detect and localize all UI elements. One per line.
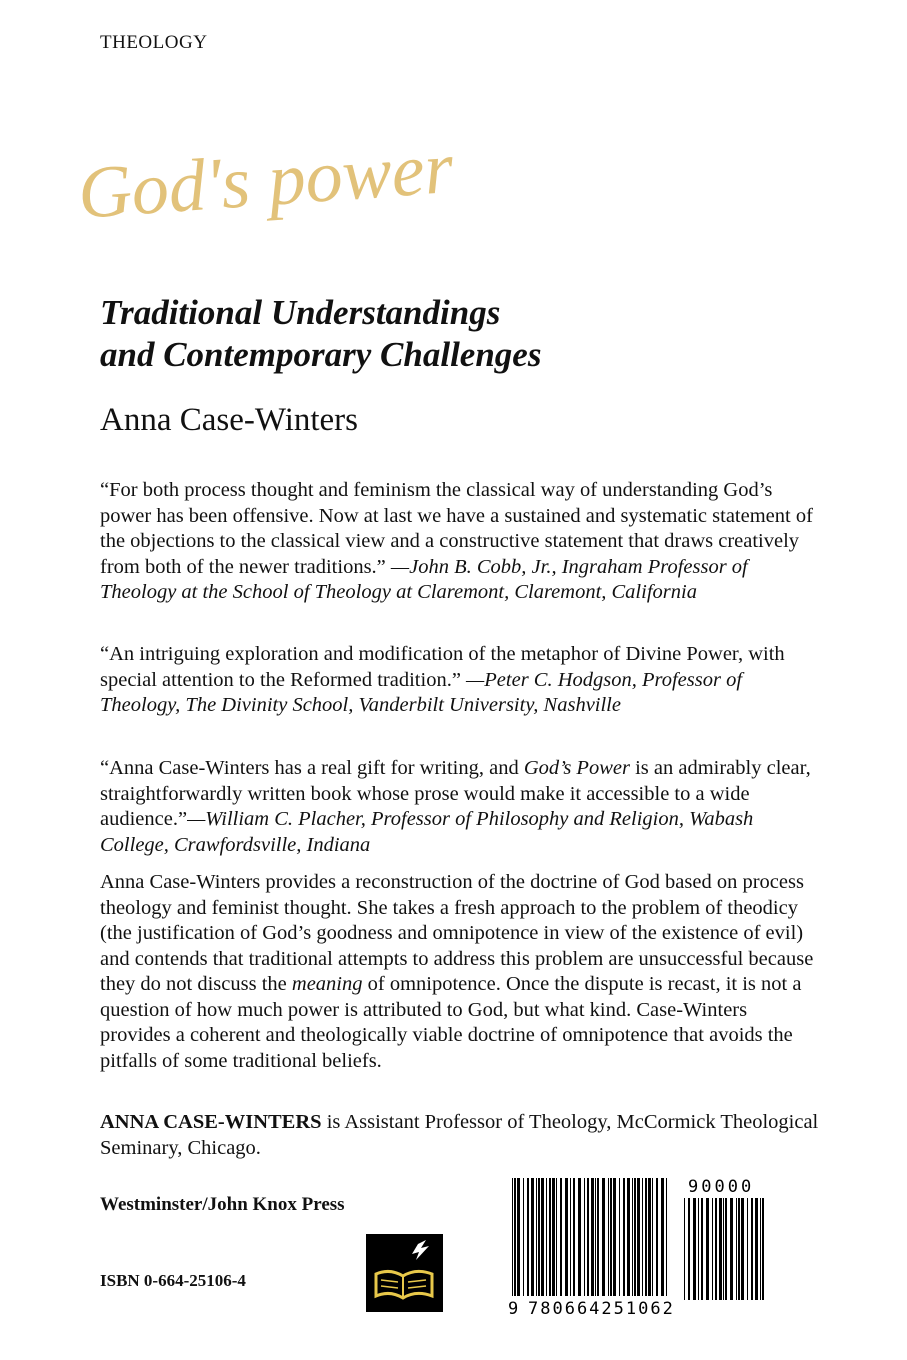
publisher-name: Westminster/John Knox Press (100, 1194, 345, 1215)
barcode-bar (546, 1178, 547, 1296)
barcode-bar (634, 1178, 636, 1296)
barcode-bar (719, 1198, 722, 1300)
barcode-bar (536, 1178, 537, 1296)
quote-text: “For both process thought and feminism the classical way of understanding God’s power has been offensive. Now at last we have a sustained and systematic statement of the objections to the classical view and a constructive statement that draws creatively from both of the newer traditions.” (100, 479, 813, 578)
barcode-addon-bars (684, 1198, 764, 1300)
barcode-bar (762, 1198, 764, 1300)
barcode-bar (642, 1178, 643, 1296)
barcode-bar (595, 1178, 596, 1296)
barcode-bar (578, 1178, 581, 1296)
barcode-bar (517, 1178, 520, 1296)
author-bio-name: ANNA CASE-WINTERS (100, 1111, 322, 1133)
barcode-bar (602, 1178, 605, 1296)
author-bio (100, 1110, 820, 1161)
barcode-bar (560, 1178, 562, 1296)
barcode-bar (730, 1198, 733, 1300)
barcode-bar (523, 1178, 524, 1296)
barcode-bar (666, 1178, 667, 1296)
quote-attribution: —Peter C. Hodgson, Professor of Theology, The Divinity School, Vanderbilt University, Nashville (100, 668, 743, 716)
barcode-bar (656, 1178, 658, 1296)
barcode-bar (549, 1178, 551, 1296)
barcode-bar (623, 1178, 625, 1296)
barcode-bar (645, 1178, 647, 1296)
title-calligraphy (70, 118, 456, 278)
description-italic: meaning (291, 973, 363, 995)
isbn-barcode (508, 1178, 768, 1318)
barcode-bar (693, 1198, 696, 1300)
barcode-bar (760, 1198, 761, 1300)
barcode-bar (527, 1178, 529, 1296)
barcode-bar (648, 1178, 651, 1296)
barcode-bar (613, 1178, 616, 1296)
description-text: Anna Case-Winters provides a reconstruction of the doctrine of God based on process theology and feminist thought. She takes a fresh approach to the problem of theodicy (the justification of God’s goodness and omnipotence in view of the existence of evil) and contends that traditional attempts to address this problem are unsuccessful because they do not discuss the (100, 871, 814, 995)
description-text: of omnipotence. Once the dispute is recast, it is not a question of how much power is attributed to God, but what kind. Case-Winters provides a coherent and theologically viable doctrine of omnipotence that avoids the pitfalls of some traditional beliefs. (100, 973, 802, 1072)
barcode-bar (565, 1178, 568, 1296)
barcode-bar (512, 1178, 513, 1296)
endorsement-quote (100, 642, 820, 719)
barcode-bar (591, 1178, 594, 1296)
quote-text: “Anna Case-Winters has a real gift for writing, and (100, 757, 524, 779)
barcode-digits: 780664251062 (528, 1299, 675, 1319)
barcode-bar (701, 1198, 703, 1300)
barcode-bar (706, 1198, 709, 1300)
barcode-bar (573, 1178, 575, 1296)
barcode-main-bars (512, 1178, 667, 1296)
press-logo (366, 1234, 443, 1312)
barcode-bar (741, 1198, 744, 1300)
book-description (100, 870, 820, 1074)
title-calligraphy-text: God's power (75, 126, 456, 235)
barcode-bar (570, 1178, 571, 1296)
book-title-italic: God’s Power (523, 757, 630, 779)
barcode-bar (556, 1178, 557, 1296)
barcode-bar (619, 1178, 620, 1296)
barcode-bar (514, 1178, 516, 1296)
barcode-bar (597, 1178, 599, 1296)
barcode-bar (637, 1178, 640, 1296)
barcode-bar (712, 1198, 713, 1300)
barcode-price-code: 90000 (688, 1177, 755, 1197)
author-bio-text: is Assistant Professor of Theology, McCormick Theological Seminary, Chicago. (100, 1111, 819, 1159)
subtitle-line-1: Traditional Understandings (100, 293, 501, 332)
barcode-bar (684, 1198, 685, 1300)
barcode-bar (661, 1178, 664, 1296)
quote-text: “An intriguing exploration and modification of the metaphor of Divine Power, with special attention to the Reformed tradition.” (100, 643, 785, 691)
subtitle-line-2: and Contemporary Challenges (100, 335, 542, 374)
barcode-bar (587, 1178, 589, 1296)
barcode-bar (538, 1178, 540, 1296)
quote-text: is an admirably clear, straightforwardly written book whose prose would make it accessible to a wide audience.” (100, 757, 811, 830)
barcode-bar (608, 1178, 609, 1296)
barcode-prefix-digit: 9 (508, 1299, 519, 1319)
barcode-bar (738, 1198, 740, 1300)
subtitle (100, 292, 541, 376)
barcode-bar (736, 1198, 737, 1300)
quote-attribution: —John B. Cobb, Jr., Ingraham Professor of Theology at the School of Theology at Claremont, Claremont, California (100, 555, 748, 603)
barcode-bar (725, 1198, 727, 1300)
barcode-bar (715, 1198, 717, 1300)
barcode-bar (723, 1198, 724, 1300)
barcode-bar (688, 1198, 690, 1300)
barcode-bar (747, 1198, 748, 1300)
barcode-bar (627, 1178, 630, 1296)
category-label: THEOLOGY (100, 32, 208, 53)
quote-attribution: —William C. Placher, Professor of Philosophy and Religion, Wabash College, Crawfordsville, Indiana (100, 808, 754, 856)
endorsement-quote (100, 478, 820, 606)
barcode-bar (584, 1178, 585, 1296)
isbn: ISBN 0-664-25106-4 (100, 1271, 246, 1290)
barcode-bar (610, 1178, 612, 1296)
barcode-bar (531, 1178, 534, 1296)
barcode-bar (755, 1198, 758, 1300)
barcode-bar (632, 1178, 633, 1296)
barcode-bar (698, 1198, 699, 1300)
barcode-bar (652, 1178, 653, 1296)
barcode-bar (751, 1198, 753, 1300)
barcode-bar (552, 1178, 555, 1296)
barcode-bar (541, 1178, 544, 1296)
endorsement-quote (100, 756, 820, 858)
author-name: Anna Case-Winters (100, 402, 359, 438)
